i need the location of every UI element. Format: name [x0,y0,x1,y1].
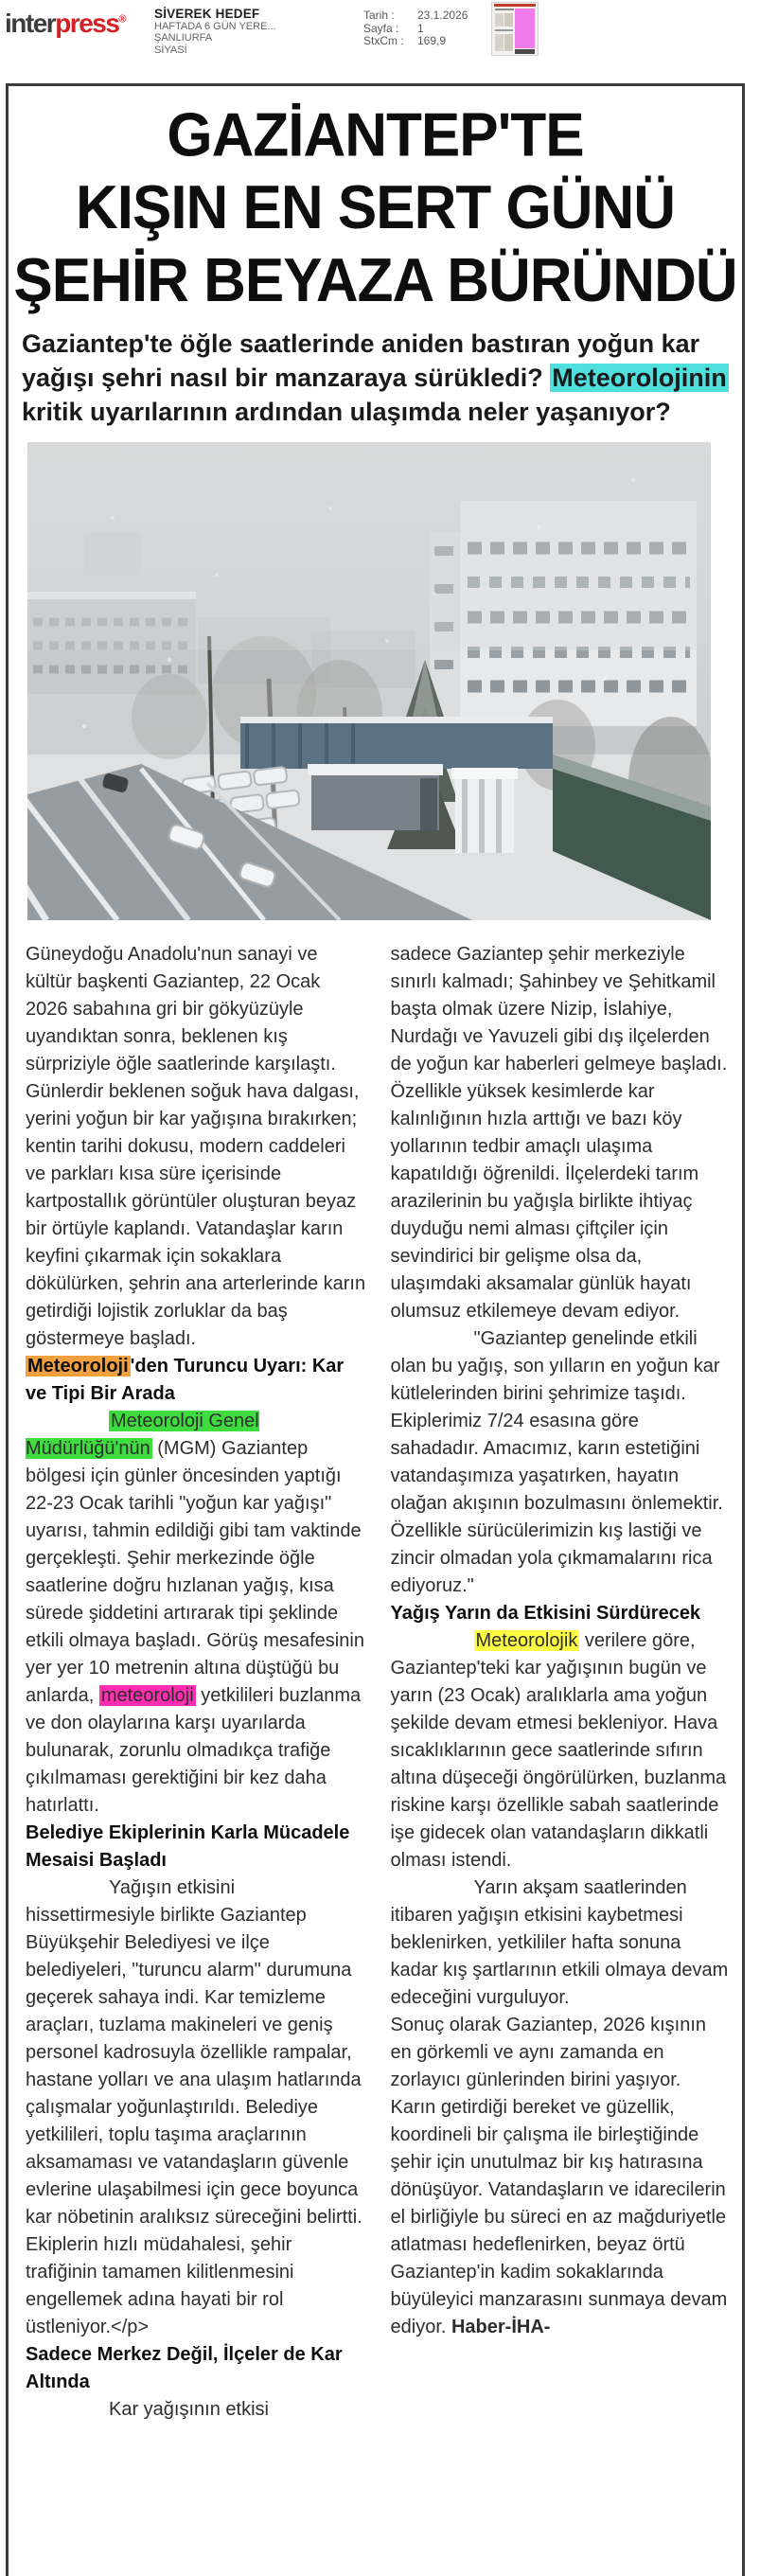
article-clipping [6,83,745,2576]
page-thumbnail [491,2,539,56]
registered-mark-icon: ® [118,13,127,26]
highlight-green: Meteoroloji Genel Müdürlüğü'nün [26,1411,259,1459]
guard-hut [451,768,518,853]
text-segment: Haber-İHA- [451,2317,551,2337]
text-segment: kritik uyarılarının ardından ulaşımda neler yaşanıyor? [22,398,671,426]
subheading [391,1600,732,1627]
text-segment: Belediye Ekiplerinin Karla Mücadele Mesaisi Başladı [26,1822,350,1871]
paragraph [391,2012,732,2341]
publication-info [154,9,276,56]
paragraph [26,2396,366,2424]
paragraph [26,941,366,1353]
logo-text-inter: inter [5,9,56,38]
highlight-magenta: meteoroloji [100,1685,194,1706]
text-segment: Yağışın etkisini hissettirmesiyle birlikte Gaziantep Büyükşehir Belediyesi ve ilçe belediyeleri, "turuncu alarm" durumuna geçerek sahaya indi. Kar temizleme araçları, tuzlama makineleri ve geniş personel kadrosuyla özellikle rampalar, hastane yolları ve ana ulaşım hatlarında çalışmalar yoğunlaştırıldı. Belediye yetkilileri, toplu taşıma araçlarının aksamaması ve vatandaşların güvenle evlerine ulaşabilmesi için gece boyunca kar nöbetinin aralıksız süreceğini belirtti. Ekiplerin hızlı müdahalesi, şehir trafiğinin tamamen kilitlenmesini engellemek adına hayati bir rol üstleniyor.</p> [26,1877,362,2337]
meta-page-row [363,23,468,36]
publication-frequency: HAFTADA 6 GÜN YERE... [154,20,276,32]
text-segment: Sonuç olarak Gaziantep, 2026 kışının en görkemli ve aynı zamanda en zorlayıcı günlerinden birini yaşıyor. Karın getirdiği bereket ve güzellik, koordineli bir çalışma ile birleştiğinde şehir için unutulmaz bir kış hatırasına dönüşüyor. Vatandaşların ve idarecilerin el birliğiyle bu süreci en az mağduriyetle atlatması hedeflenirken, beyaz örtü Gaziantep'in kadim sokaklarında büyüleyici manzarasını sunmaya devam ediyor. [390,2015,728,2337]
text-segment: sadece Gaziantep şehir merkeziyle sınırlı kalmadı; Şahinbey ve Şehitkamil başta olmak üzere Nizip, İslahiye, Nurdağı ve Yavuzeli gibi dış ilçelerden de yoğun kar haberleri gelmeye başladı. Özellikle yüksek kesimlerde kar kalınlığının hızla arttığı ve bazı köy yollarının tedbir amaçlı ulaşıma kapatıldığı öğrenildi. İlçelerdeki tarım arazilerinin bu yağışla birlikte ihtiyaç duyduğu nemi alması çiftçiler için sevindirici bir gelişme olsa da, ulaşımdaki aksamalar günlük hayatı olumsuz etkilemeye devam ediyor. [390,944,728,1322]
subheading [26,2341,366,2396]
logo-text-press: press [55,9,119,38]
article-headline [9,99,742,318]
meta-stxcm-row [363,35,468,48]
article-body [9,941,742,2424]
text-segment: Kar yağışının etkisi [109,2399,269,2420]
paragraph [391,1627,732,1874]
highlight-orange: Meteoroloji [27,1356,129,1377]
right-column [391,941,732,2424]
text-segment: Gaziantep'te öğle saatlerinde aniden bastıran yoğun kar yağışı şehri nasıl bir manzaraya sürükledi? [22,329,700,392]
text-segment: Yarın akşam saatlerinden itibaren yağışın etkisini kaybetmesi beklenirken, yetkililer hafta sonuna kadar kış şartlarının etkili olmaya devam edeceğini vurguluyor. [390,1877,729,2008]
headline-line-2: KIŞIN EN SERT GÜNÜ [75,174,676,242]
clip-metadata [363,9,468,48]
article-photo [27,442,711,920]
left-column [26,941,366,2424]
publication-genre: SİYASİ [154,44,187,56]
text-segment: Güneydoğu Anadolu'nun sanayi ve kültür başkenti Gaziantep, 22 Ocak 2026 sabahına gri bir gökyüzüyle uyandıktan sonra, beklenen kış sürpriziyle öğle saatlerinde karşılaştı. Günlerdir beklenen soğuk hava dalgası, yerini yoğun bir kar yağışına bırakırken; kentin tarihi dokusu, modern caddeleri ve parkları kısa süre içerisinde kartpostallık görüntüler oluşturan beyaz bir örtüyle kaplandı. Vatandaşlar karın keyfini çıkarmak için sokaklara dökülürken, şehrin ana arterlerinde karın getirdiği lojistik zorluklar da baş göstermeye başladı. [26,944,366,1349]
publication-city: ŞANLIURFA [154,32,213,44]
publication-name: SİVEREK HEDEF [154,7,260,21]
paragraph [391,1874,732,2012]
paragraph [391,1325,732,1600]
text-segment: verilere göre, Gaziantep'teki kar yağışının bugün ve yarın (23 Ocak) aralıklarla ama yoğun şekilde devam etmesi bekleniyor. Hava sıcaklıklarının gece saatlerinde sıfırın altına düşeceği öngörülürken, buzlanma riskine karşı özellikle sabah saatlerinde işe gidecek olan vatandaşların dikkatli olması istendi. [390,1630,727,1871]
subheading [26,1820,366,1874]
article-lead [22,327,729,429]
text-segment: "Gaziantep genelinde etkili olan bu yağış, son yılların en yoğun kar kütlelerinden birini şehrimize taşıdı. Ekiplerimiz 7/24 esasına göre sahadadır. Amacımız, karın estetiğini vatandaşımıza yaşatırken, hayatın olağan akışının bozulmasını önlemektir. Özellikle sürücülerimizin kış lastiği ve zincir olmadan yola çıkmamalarını rica ediyoruz." [390,1328,723,1596]
subheading [26,1353,366,1408]
highlight-yellow: Meteorolojik [475,1630,578,1651]
meta-date-label: Tarih : [363,9,395,22]
meta-page-label: Sayfa : [363,21,399,35]
text-segment: 'den Turuncu Uyarı: Kar ve Tipi Bir Arada [26,1356,345,1404]
headline-line-1: GAZİANTEP'TE [167,101,584,169]
text-segment: Yağış Yarın da Etkisini Sürdürecek [390,1603,701,1624]
meta-date-value: 23.1.2026 [417,9,468,22]
headline-line-3: ŞEHİR BEYAZA BÜRÜNDÜ [13,247,737,315]
meta-date-row [363,9,468,23]
text-segment: Sadece Merkez Değil, İlçeler de Kar Altında [26,2344,343,2392]
station-fence [240,717,553,769]
meta-stxcm-label: StxCm : [363,34,404,47]
paragraph [26,1408,366,1820]
text-segment: yetkilileri buzlanma ve don olaylarına karşı uyarılarda bulunarak, zorunlu olmadıkça trafiğe çıkılmaması gerektiğini bir kez daha hatırlattı. [26,1685,362,1816]
paragraph [391,941,732,1325]
paragraph [26,1874,366,2341]
page-thumbnail-icon [491,2,539,56]
meta-page-value: 1 [417,21,424,35]
text-segment: (MGM) Gaziantep bölgesi için günler öncesinden yaptığı 22-23 Ocak tarihli "yoğun kar yağışı" uyarısı, tahmin edildiği gibi tam vaktinde gerçekleşti. Şehir merkezinde öğle saatlerine doğru hızlanan yağış, kısa sürede şiddetini artırarak tipi şeklinde etkili olmaya başladı. Görüş mesafesinin yer yer 10 metrenin altına düştüğü bu anlarda, [26,1438,364,1706]
highlight-cyan: Meteorolojinin [552,364,727,392]
interpress-logo [5,9,127,39]
canopy-structure [308,764,443,830]
meta-stxcm-value: 169,9 [417,34,447,47]
